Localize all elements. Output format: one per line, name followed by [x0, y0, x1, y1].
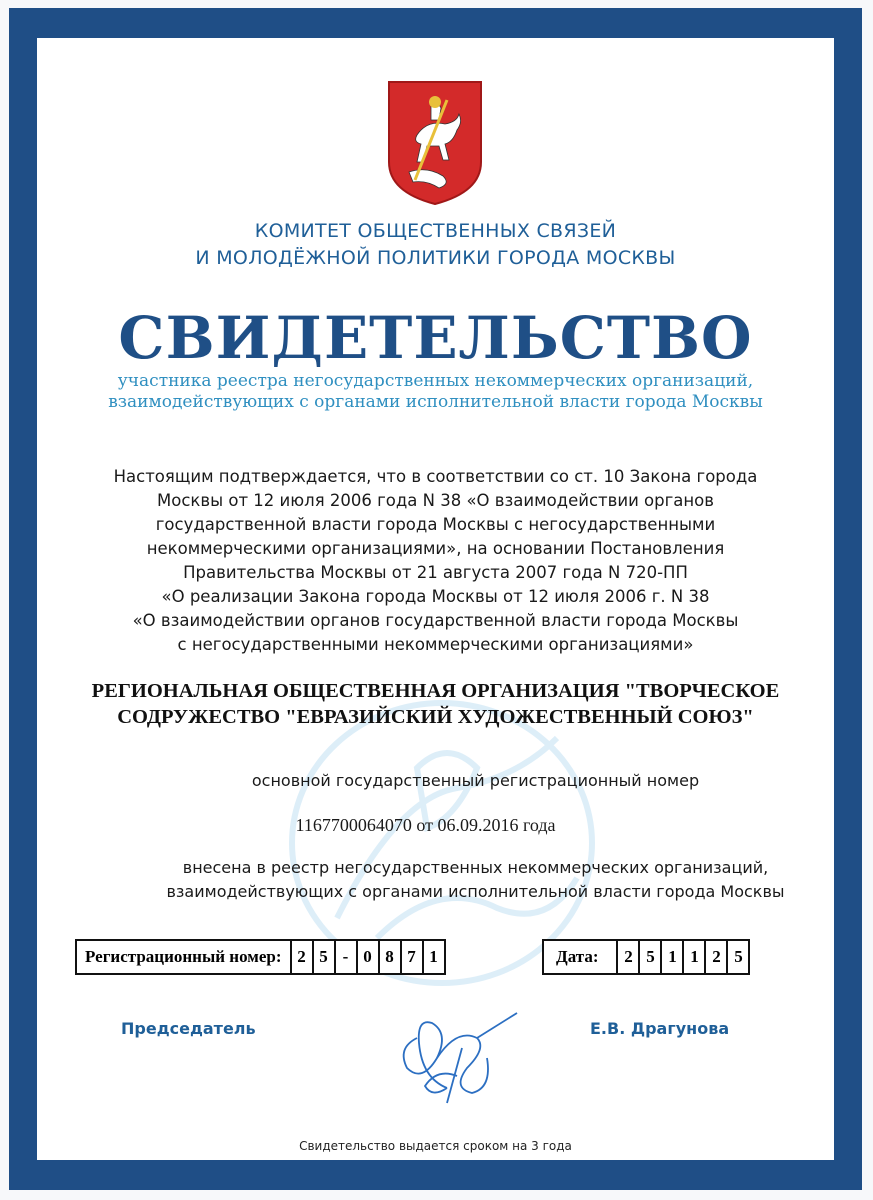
date-digit: 5: [638, 941, 660, 973]
registration-digit: -: [334, 941, 356, 973]
legal-line: с негосударственными некоммерческими организациями»: [177, 635, 694, 654]
date-digit: 2: [616, 941, 638, 973]
certificate-title: СВИДЕТЕЛЬСТВО: [118, 304, 753, 372]
committee-line-2: И МОЛОДЁЖНОЙ ПОЛИТИКИ ГОРОДА МОСКВЫ: [195, 247, 676, 269]
date-digit: 1: [660, 941, 682, 973]
date-label: Дата:: [556, 947, 599, 966]
registration-digit: 5: [312, 941, 334, 973]
organization-name: [37, 678, 834, 730]
subtitle-line-2: взаимодействующих с органами исполнительной власти города Москвы: [108, 392, 763, 412]
date-digit: 1: [682, 941, 704, 973]
validity-footer: Свидетельство выдается сроком на 3 года: [299, 1139, 572, 1153]
legal-line: «О реализации Закона города Москвы от 12 июля 2006 г. N 38: [161, 587, 710, 606]
handwritten-signature: [377, 998, 527, 1108]
legal-line: Москвы от 12 июля 2006 года N 38 «О взаимодействии органов: [156, 491, 715, 510]
entered-line-2: взаимодействующих с органами исполнительной власти города Москвы: [166, 882, 785, 901]
registration-number-label: Регистрационный номер:: [85, 947, 282, 966]
signatory-name: Е.В. Драгунова: [590, 1019, 730, 1038]
date-box: [542, 939, 750, 975]
entered-line-1: внесена в реестр негосударственных некоммерческих организаций,: [182, 858, 769, 877]
organization-line-2: СОДРУЖЕСТВО "ЕВРАЗИЙСКИЙ ХУДОЖЕСТВЕННЫЙ СОЮЗ": [117, 706, 754, 728]
date-digit: 2: [704, 941, 726, 973]
legal-basis-text: [37, 465, 834, 657]
certificate-body: [37, 38, 834, 1160]
ogrn-value: 1167700064070 от 06.09.2016 года: [295, 815, 556, 835]
legal-line: некоммерческими организациями», на основании Постановления: [146, 539, 725, 558]
date-digit: 5: [726, 941, 748, 973]
legal-line: Настоящим подтверждается, что в соответствии со ст. 10 Закона города: [113, 467, 758, 486]
legal-line: государственной власти города Москвы с негосударственными: [155, 515, 716, 534]
ogrn-label: основной государственный регистрационный номер: [251, 771, 700, 790]
registration-number-box: [75, 939, 446, 975]
signatory-position: Председатель: [121, 1019, 256, 1038]
registration-digit: 1: [422, 941, 444, 973]
registration-digit: 8: [378, 941, 400, 973]
moscow-coat-of-arms-icon: [387, 80, 483, 206]
organization-line-1: РЕГИОНАЛЬНАЯ ОБЩЕСТВЕННАЯ ОРГАНИЗАЦИЯ "ТВОРЧЕСКОЕ: [91, 680, 780, 702]
registration-digit: 0: [356, 941, 378, 973]
legal-line: «О взаимодействии органов государственной власти города Москвы: [132, 611, 739, 630]
registration-digit: 7: [400, 941, 422, 973]
committee-line-1: КОМИТЕТ ОБЩЕСТВЕННЫХ СВЯЗЕЙ: [254, 220, 617, 242]
registration-digit: 2: [290, 941, 312, 973]
subtitle-line-1: участника реестра негосударственных некоммерческих организаций,: [117, 371, 754, 391]
legal-line: Правительства Москвы от 21 августа 2007 года N 720-ПП: [183, 563, 688, 582]
